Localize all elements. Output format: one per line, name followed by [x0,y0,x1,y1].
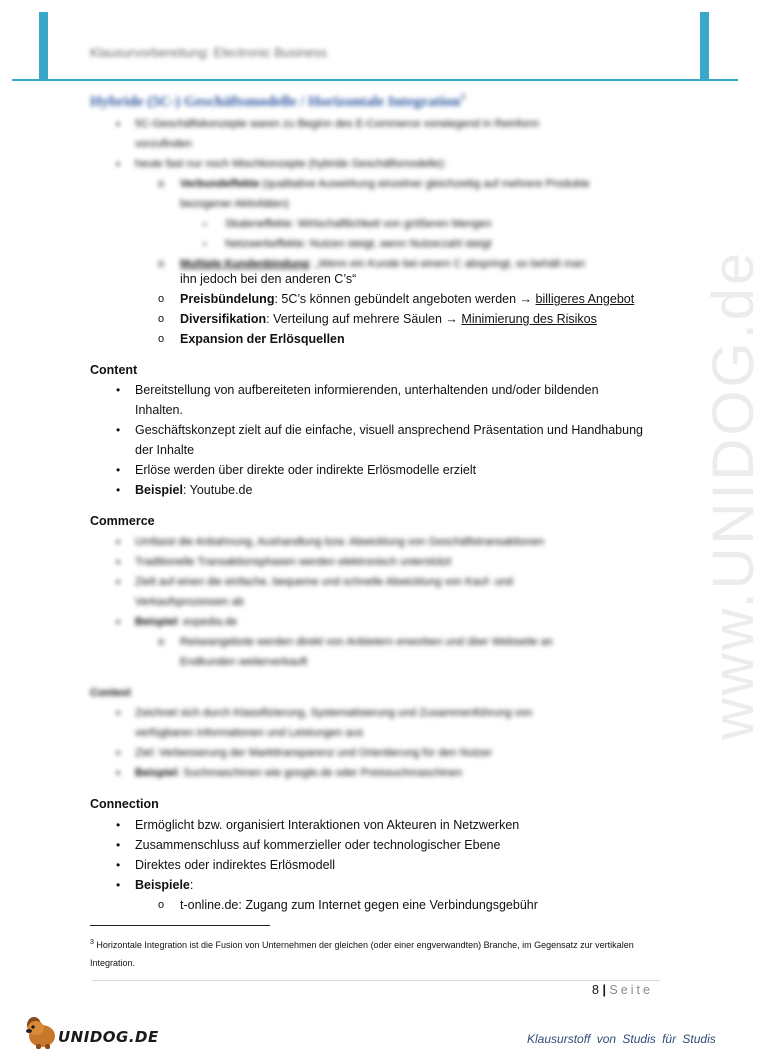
verbundeffekte-item: Verbundeffekte (qualitative Auswirkung einzelner gleichzeitig auf mehrere Produkte [180,178,590,190]
billigeres-angebot-link: billigeres Angebot [535,292,635,306]
circle-bullet-icon: o [158,636,165,648]
multiple-kundenbindung-item: Multiple Kundenbindung: „Wenn ein Kunde bei einem C abspringt, so behält man [180,258,586,270]
footer-tagline: Klausurstoff von Studis für Studis [527,1032,716,1046]
expansion-item: Expansion der Erlösquellen [180,332,345,346]
commerce-bullet-3-cont: Verkaufsprozessen ab [135,596,244,608]
bullet-icon: • [116,463,121,477]
content-bullet-1-cont: Inhalten. [135,403,183,417]
bullet-icon: • [116,766,121,780]
preisbuendelung-item: Preisbündelung: 5C’s können gebündelt angeboten werden → billigeres Angebot [180,292,635,306]
minimierung-risikos-link: Minimierung des Risikos [461,312,597,326]
connection-bullet-3: Direktes oder indirektes Erlösmodell [135,858,336,872]
diversifikation-item: Diversifikation: Verteilung auf mehrere Säulen → Minimierung des Risikos [180,312,597,326]
commerce-bullet-3: Zielt auf einen die einfache, bequeme und schnelle Abwicklung von Kauf- und [135,576,513,588]
bullet-icon: • [116,555,121,569]
content-bullet-3: Erlöse werden über direkte oder indirekte Erlösmodelle erzielt [135,463,477,477]
intro-bullet-1: 5C-Geschäftskonzepte waren zu Beginn des E-Commerce vorwiegend in Reinform [135,118,540,130]
logo-text: UNIDOG.DE [58,1028,159,1046]
footnote-rule [90,925,270,926]
bullet-icon: • [116,535,121,549]
context-bullet-1-cont: verfügbaren Informationen und Leistungen aus [135,727,364,739]
commerce-sub-1: Reiseangebote werden direkt von Anbietern erworben und über Webseite an [180,636,553,648]
bullet-icon: • [116,157,121,171]
bullet-icon: • [116,706,121,720]
bullet-icon: • [116,746,121,760]
square-bullet-icon: ▪ [203,219,207,229]
commerce-bullet-4: Beispiel: expedia.de [135,616,238,628]
bullet-icon: • [116,117,121,131]
context-section-title: Context [90,687,131,699]
content-bullet-2: Geschäftskonzept zielt auf die einfache, visuell ansprechend Präsentation und Handhabung [135,423,643,437]
commerce-section-title: Commerce [90,514,155,528]
verbundeffekte-cont: bezogener Aktivitäten) [180,198,289,210]
bullet-icon: • [116,818,121,832]
bullet-icon: • [116,423,121,437]
content-bullet-1: Bereitstellung von aufbereiteten informierenden, unterhaltenden und/oder bildenden [135,383,599,397]
intro-bullet-2: heute fast nur noch Mischkonzepte (hybride Geschäftsmodelle): [135,158,447,170]
circle-bullet-icon: o [158,313,165,325]
footnote: $^3$ Horizontale Integration ist die Fusion von Unternehmen der gleichen (oder einer engverwandten) Branche, im Gegensatz zur vertikalen Integration. [90,939,634,968]
connection-bullet-1: Ermöglicht bzw. organisiert Interaktionen von Akteuren in Netzwerken [135,818,520,832]
connection-section-title: Connection [90,797,159,811]
connection-bullet-4: Beispiele: [135,878,194,892]
circle-bullet-icon: o [158,258,165,270]
content-section-title: Content [90,363,138,377]
content-bullet-4: Beispiel: Youtube.de [135,483,253,497]
circle-bullet-icon: o [158,899,165,911]
circle-bullet-icon: o [158,178,165,190]
context-bullet-2: Ziel: Verbesserung der Markttransparenz und Orientierung für den Nutzer [135,747,493,759]
page-number-rule [92,980,660,981]
context-bullet-3: Beispiel: Suchmaschinen wie google.de oder Preissuchmaschinen [135,767,463,779]
header-accent-bar-left [39,12,48,80]
page-number: 8 | Seite [592,983,653,997]
header-title: Klausurvorbereitung: Electronic Business [90,45,328,60]
content-bullet-2-cont: der Inhalte [135,443,195,457]
watermark: www.UNIDOG.de [701,249,766,740]
commerce-bullet-2: Traditionelle Transaktionsphasen werden elektronisch unterstützt [135,556,452,568]
bullet-icon: • [116,878,121,892]
netzwerkeffekte-item: Netzwerkeffekte: Nutzen steigt, wenn Nutzerzahl steigt [225,238,492,250]
bullet-icon: • [116,838,121,852]
circle-bullet-icon: o [158,293,165,305]
bullet-icon: • [116,483,121,497]
intro-bullet-1-cont: vorzufinden [135,138,192,150]
header-rule [12,79,738,81]
square-bullet-icon: ▪ [203,239,207,249]
context-bullet-1: Zeichnet sich durch Klassifizierung, Systematisierung und Zusammenführung von [135,707,533,719]
multiple-kundenbindung-cont: ihn jedoch bei den anderen C’s“ [180,272,357,286]
section-heading: Hybride (5C-) Geschäftsmodelle / Horizontale Integration$^3$ [90,92,465,110]
connection-bullet-2: Zusammenschluss auf kommerzieller oder technologischer Ebene [135,838,501,852]
bullet-icon: • [116,615,121,629]
header-accent-bar-right [700,12,709,80]
unidog-logo-icon [22,1014,62,1055]
commerce-bullet-1: Umfasst die Anbahnung, Aushandlung bzw. Abwicklung von Geschäftstransaktionen [135,536,545,548]
bullet-icon: • [116,858,121,872]
connection-sub-1: t-online.de: Zugang zum Internet gegen eine Verbindungsgebühr [180,898,538,912]
bullet-icon: • [116,575,121,589]
circle-bullet-icon: o [158,333,165,345]
bullet-icon: • [116,383,121,397]
commerce-sub-1-cont: Endkunden weiterverkauft [180,656,308,668]
skaleneffekte-item: Skaleneffekte: Wirtschaftlichkeit von größeren Mengen [225,218,492,230]
